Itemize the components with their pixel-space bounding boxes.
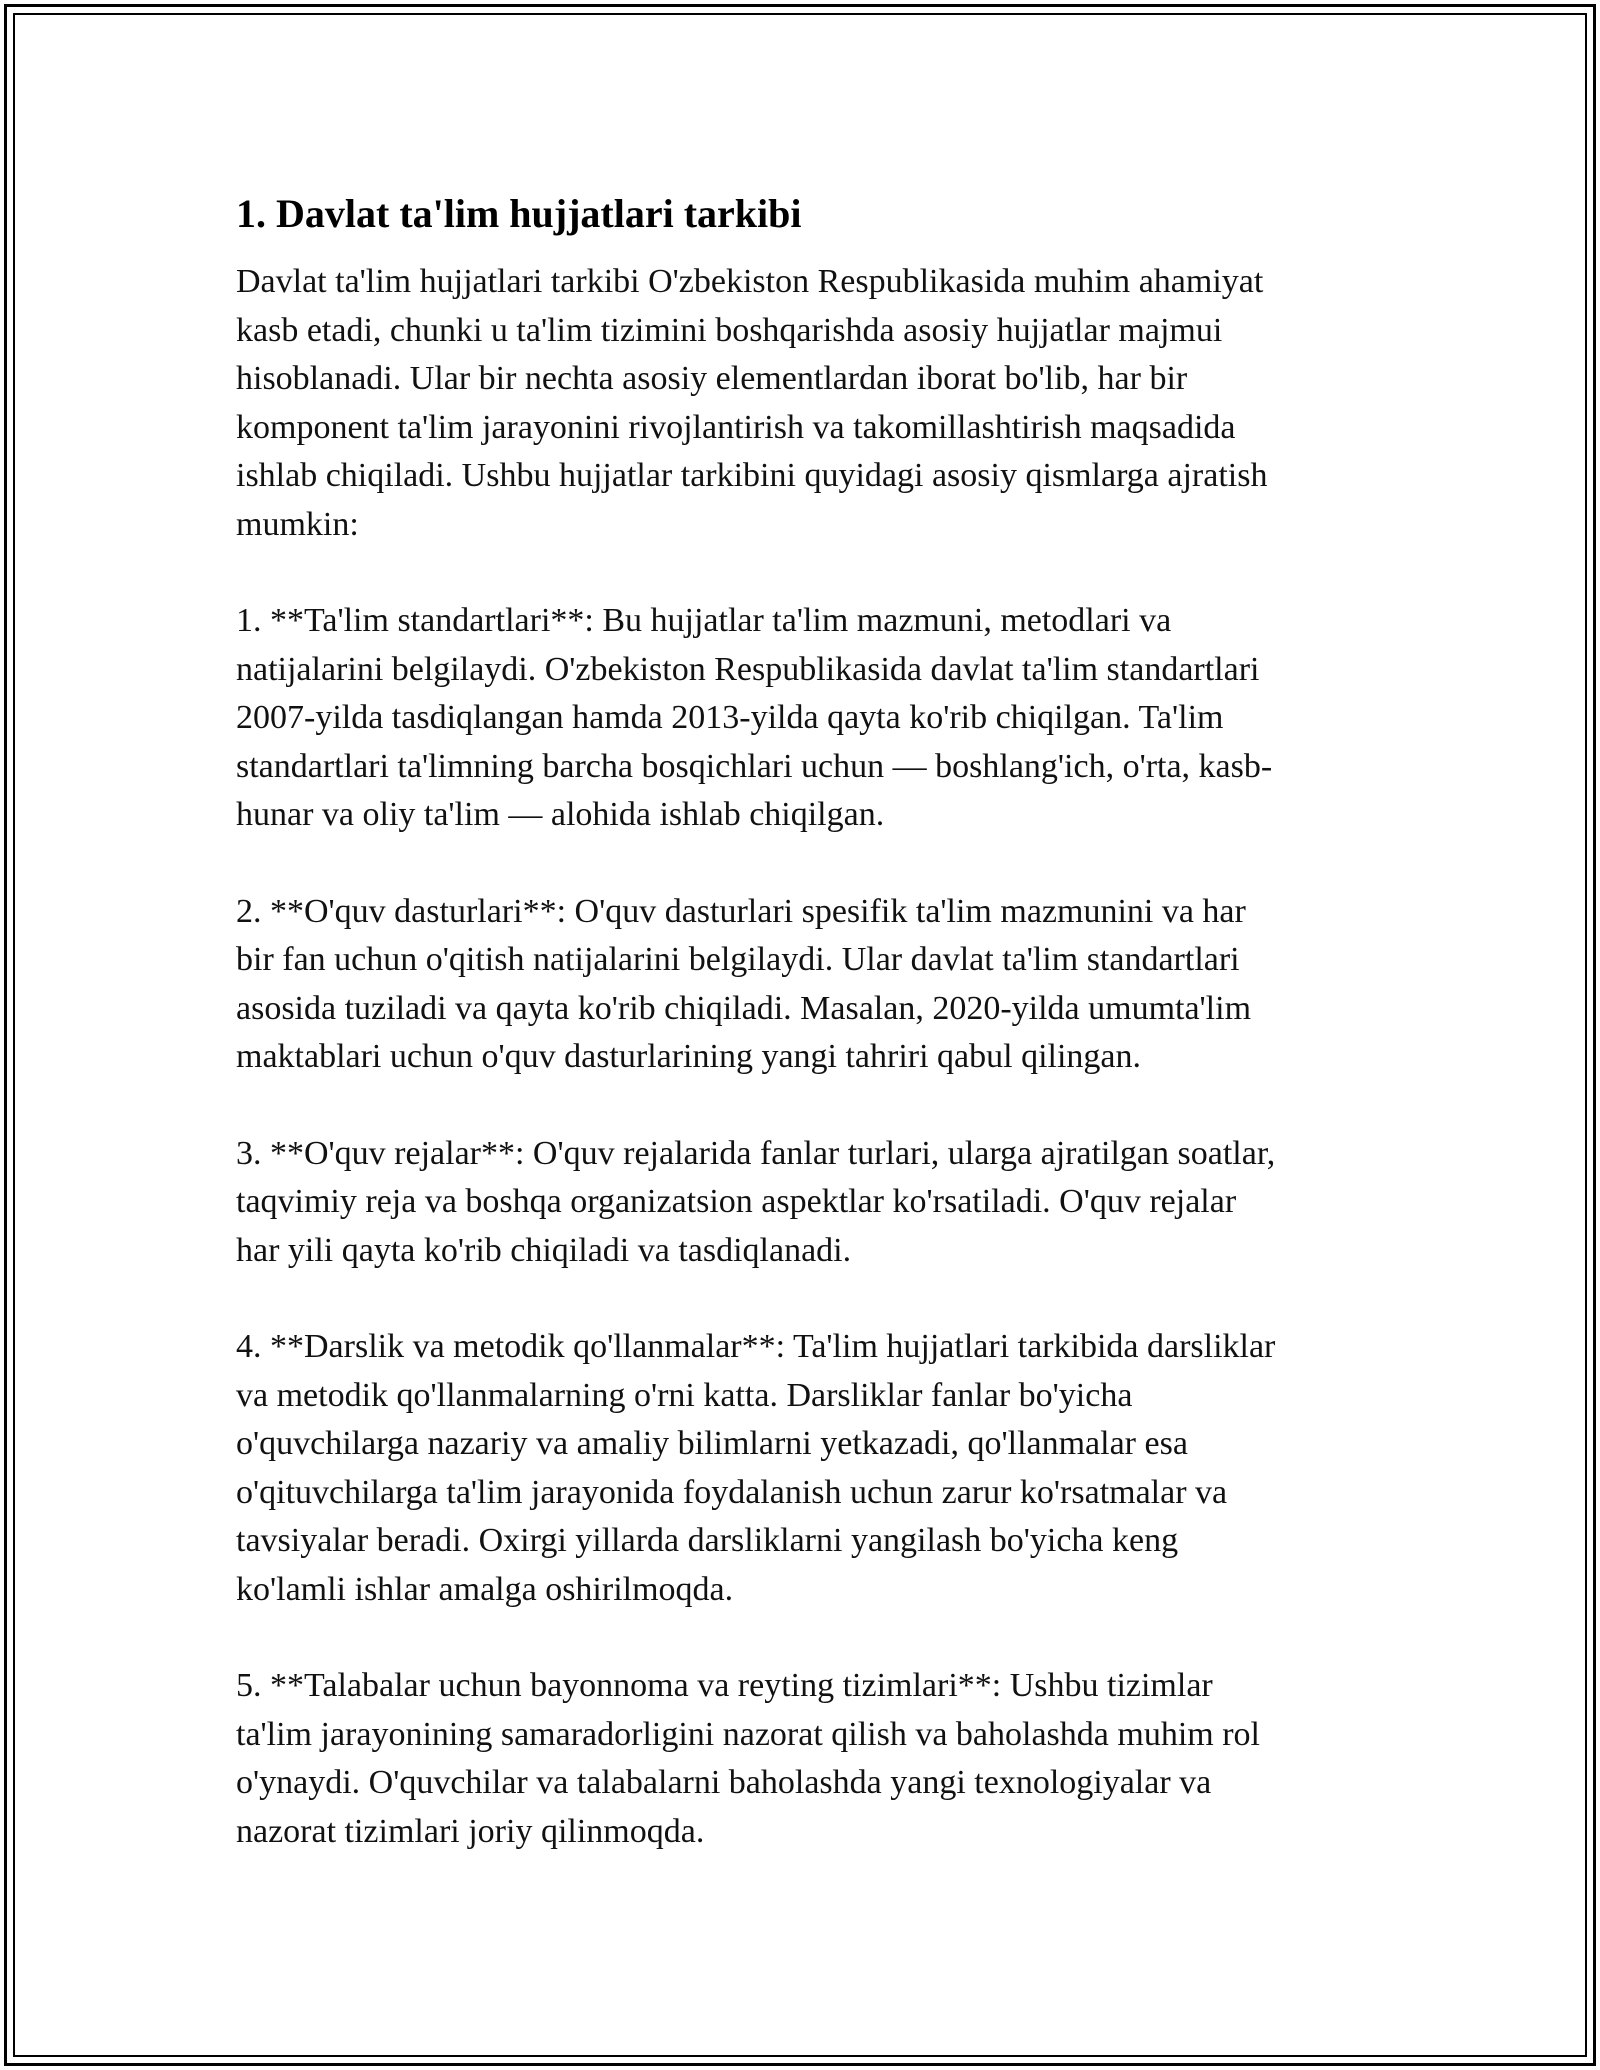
section-title: 1. Davlat ta'lim hujjatlari tarkibi [236, 191, 802, 236]
list-item-curricula: 2. **O'quv dasturlari**: O'quv dasturlari spesifik ta'lim mazmunini va har bir fan uchun o'qitish natijalarini belgilaydi. Ular davlat ta'lim standartlari asosida tuziladi va qayta ko'rib chiqiladi. Masalan, 2020-yilda umumta'lim maktablari uchun o'quv dasturlarining yangi tahriri qabul qilingan. [236, 892, 1252, 1075]
list-item-standards: 1. **Ta'lim standartlari**: Bu hujjatlar ta'lim mazmuni, metodlari va natijalarini belgilaydi. O'zbekiston Respublikasida davlat ta'lim standartlari 2007-yilda tasdiqlangan hamda 2013-yilda qayta ko'rib chiqilgan. Ta'lim standartlari ta'limning barcha bosqichlari uchun — boshlang'ich, o'rta, kasb- hunar va oliy ta'lim — alohida ishlab chiqilgan. [236, 602, 1273, 833]
list-item-textbooks: 4. **Darslik va metodik qo'llanmalar**: Ta'lim hujjatlari tarkibida darsliklar va metodik qo'llanmalarning o'rni katta. Darsliklar fanlar bo'yicha o'quvchilarga nazariy va amaliy bilimlarni yetkazadi, qo'llanmalar esa o'qituvchilarga ta'lim jarayonida foydalanish uchun zarur ko'rsatmalar va tavsiyalar beradi. Oxirgi yillarda darsliklarni yangilash bo'yicha keng ko'lamli ishlar amalga oshirilmoqda. [236, 1328, 1276, 1608]
intro-paragraph: Davlat ta'lim hujjatlari tarkibi O'zbekiston Respublikasida muhim ahamiyat kasb etadi, chunki u ta'lim tizimini boshqarishda asosiy hujjatlar majmui hisoblanadi. Ular bir nechta asosiy elementlardan iborat bo'lib, har bir komponent ta'lim jarayonini rivojlantirish va takomillashtirish maqsadida ishlab chiqiladi. Ushbu hujjatlar tarkibini quyidagi asosiy qismlarga ajratish mumkin: [236, 263, 1268, 543]
list-item-rating-systems: 5. **Talabalar uchun bayonnoma va reyting tizimlari**: Ushbu tizimlar ta'lim jarayonining samaradorligini nazorat qilish va baholashda muhim rol o'ynaydi. O'quvchilar va talabalarni baholashda yangi texnologiyalar va nazorat tizimlari joriy qilinmoqda. [236, 1667, 1260, 1850]
list-item-study-plans: 3. **O'quv rejalar**: O'quv rejalarida fanlar turlari, ularga ajratilgan soatlar, taqvimiy reja va boshqa organizatsion aspektlar ko'rsatiladi. O'quv rejalar har yili qayta ko'rib chiqiladi va tasdiqlanadi. [236, 1134, 1276, 1269]
document-body [236, 188, 1366, 1856]
